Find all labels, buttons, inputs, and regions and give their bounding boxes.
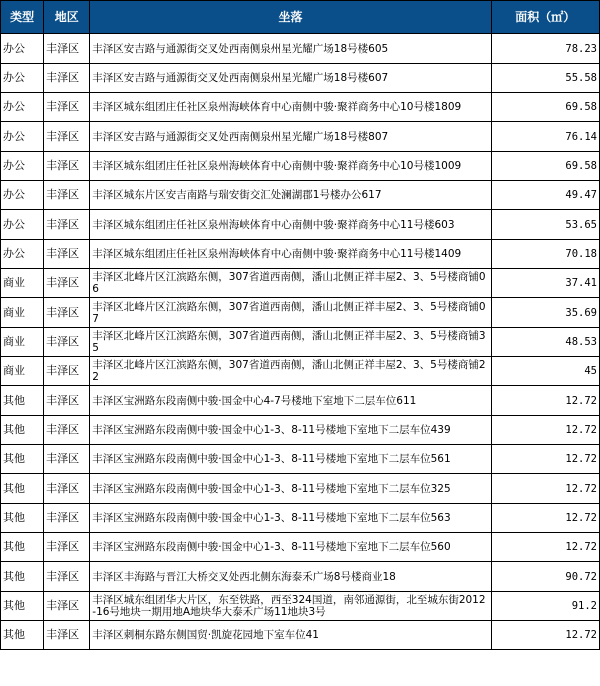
cell-size: 12.72 [491,504,599,533]
table-row [1,592,600,621]
table-row [1,562,600,592]
cell-size: 12.72 [491,445,599,474]
cell-area: 丰泽区 [44,504,90,533]
table-row [1,269,600,298]
table-row [1,328,600,357]
cell-type: 办公 [1,34,44,64]
cell-size: 12.72 [491,533,599,562]
cell-location: 丰泽区北峰片区江滨路东侧，307省道西南侧，潘山北侧正祥丰屋2、3、5号楼商铺22 [90,357,491,386]
table-row [1,210,600,240]
header-size: 面积（㎡） [491,1,599,34]
cell-location: 丰泽区城东组团庄任社区泉州海峡体育中心南侧中骏·聚祥商务中心11号楼1409 [90,240,491,269]
cell-size: 91.2 [491,592,599,621]
cell-location: 丰泽区城东组团庄任社区泉州海峡体育中心南侧中骏·聚祥商务中心11号楼603 [90,210,491,240]
cell-area: 丰泽区 [44,328,90,357]
cell-location: 丰泽区宝洲路东段南侧中骏·国金中心1-3、8-11号楼地下室地下二层车位563 [90,504,491,533]
cell-size: 37.41 [491,269,599,298]
table-row [1,474,600,504]
cell-location: 丰泽区城东组团庄任社区泉州海峡体育中心南侧中骏·聚祥商务中心10号楼1809 [90,93,491,122]
cell-area: 丰泽区 [44,269,90,298]
cell-area: 丰泽区 [44,64,90,93]
cell-size: 12.72 [491,416,599,445]
table-row [1,621,600,650]
cell-area: 丰泽区 [44,152,90,181]
cell-area: 丰泽区 [44,533,90,562]
cell-size: 90.72 [491,562,599,592]
table-row [1,240,600,269]
table-row [1,181,600,210]
header-location: 坐落 [90,1,491,34]
cell-location: 丰泽区宝洲路东段南侧中骏·国金中心1-3、8-11号楼地下室地下二层车位325 [90,474,491,504]
table-row [1,34,600,64]
cell-type: 其他 [1,416,44,445]
cell-area: 丰泽区 [44,621,90,650]
cell-location: 丰泽区城东组团庄任社区泉州海峡体育中心南侧中骏·聚祥商务中心10号楼1009 [90,152,491,181]
table-row [1,445,600,474]
cell-type: 其他 [1,504,44,533]
cell-area: 丰泽区 [44,562,90,592]
cell-location: 丰泽区刺桐东路东侧国贸·凯旋花园地下室车位41 [90,621,491,650]
cell-area: 丰泽区 [44,445,90,474]
cell-size: 69.58 [491,93,599,122]
table-row [1,93,600,122]
cell-size: 49.47 [491,181,599,210]
cell-area: 丰泽区 [44,298,90,328]
cell-size: 12.72 [491,386,599,416]
cell-location: 丰泽区城东片区安吉南路与瑞安街交汇处澜湖郡1号楼办公617 [90,181,491,210]
cell-size: 48.53 [491,328,599,357]
cell-type: 其他 [1,592,44,621]
table-row [1,386,600,416]
cell-size: 45 [491,357,599,386]
cell-area: 丰泽区 [44,93,90,122]
cell-location: 丰泽区北峰片区江滨路东侧，307省道西南侧，潘山北侧正祥丰屋2、3、5号楼商铺07 [90,298,491,328]
header-area: 地区 [44,1,90,34]
cell-location: 丰泽区安吉路与通源街交叉处西南侧泉州星光耀广场18号楼807 [90,122,491,152]
cell-type: 其他 [1,474,44,504]
cell-type: 办公 [1,93,44,122]
cell-type: 其他 [1,386,44,416]
cell-area: 丰泽区 [44,474,90,504]
table-row [1,533,600,562]
cell-area: 丰泽区 [44,357,90,386]
cell-size: 69.58 [491,152,599,181]
cell-area: 丰泽区 [44,122,90,152]
cell-size: 35.69 [491,298,599,328]
cell-location: 丰泽区宝洲路东段南侧中骏·国金中心1-3、8-11号楼地下室地下二层车位439 [90,416,491,445]
table-body [1,34,600,650]
cell-area: 丰泽区 [44,386,90,416]
cell-type: 商业 [1,357,44,386]
cell-type: 其他 [1,533,44,562]
table-row [1,122,600,152]
cell-location: 丰泽区安吉路与通源街交叉处西南侧泉州星光耀广场18号楼607 [90,64,491,93]
cell-type: 办公 [1,181,44,210]
cell-type: 其他 [1,621,44,650]
cell-location: 丰泽区丰海路与晋江大桥交叉处西北侧东海泰禾广场8号楼商业18 [90,562,491,592]
cell-location: 丰泽区北峰片区江滨路东侧，307省道西南侧，潘山北侧正祥丰屋2、3、5号楼商铺35 [90,328,491,357]
cell-location: 丰泽区城东组团华大片区，东至铁路，西至324国道，南邻通源街，北至城东街2012-16号地块一期用地A地块华大泰禾广场11地块3号 [90,592,491,621]
cell-area: 丰泽区 [44,210,90,240]
cell-area: 丰泽区 [44,416,90,445]
table-row [1,298,600,328]
cell-size: 55.58 [491,64,599,93]
cell-location: 丰泽区北峰片区江滨路东侧，307省道西南侧，潘山北侧正祥丰屋2、3、5号楼商铺06 [90,269,491,298]
header-type: 类型 [1,1,44,34]
cell-location: 丰泽区宝洲路东段南侧中骏·国金中心4-7号楼地下室地下二层车位611 [90,386,491,416]
table-row [1,504,600,533]
cell-area: 丰泽区 [44,592,90,621]
cell-type: 商业 [1,269,44,298]
cell-area: 丰泽区 [44,34,90,64]
cell-type: 办公 [1,122,44,152]
cell-type: 其他 [1,562,44,592]
cell-location: 丰泽区宝洲路东段南侧中骏·国金中心1-3、8-11号楼地下室地下二层车位561 [90,445,491,474]
cell-location: 丰泽区宝洲路东段南侧中骏·国金中心1-3、8-11号楼地下室地下二层车位560 [90,533,491,562]
cell-size: 53.65 [491,210,599,240]
cell-size: 12.72 [491,474,599,504]
cell-size: 76.14 [491,122,599,152]
cell-type: 商业 [1,328,44,357]
cell-type: 办公 [1,152,44,181]
header-row [1,1,600,34]
cell-area: 丰泽区 [44,181,90,210]
cell-location: 丰泽区安吉路与通源街交叉处西南侧泉州星光耀广场18号楼605 [90,34,491,64]
table-row [1,416,600,445]
cell-type: 办公 [1,240,44,269]
cell-size: 70.18 [491,240,599,269]
cell-type: 其他 [1,445,44,474]
cell-type: 办公 [1,210,44,240]
cell-type: 商业 [1,298,44,328]
cell-type: 办公 [1,64,44,93]
table-row [1,64,600,93]
cell-size: 78.23 [491,34,599,64]
cell-size: 12.72 [491,621,599,650]
table-row [1,152,600,181]
table-row [1,357,600,386]
cell-area: 丰泽区 [44,240,90,269]
